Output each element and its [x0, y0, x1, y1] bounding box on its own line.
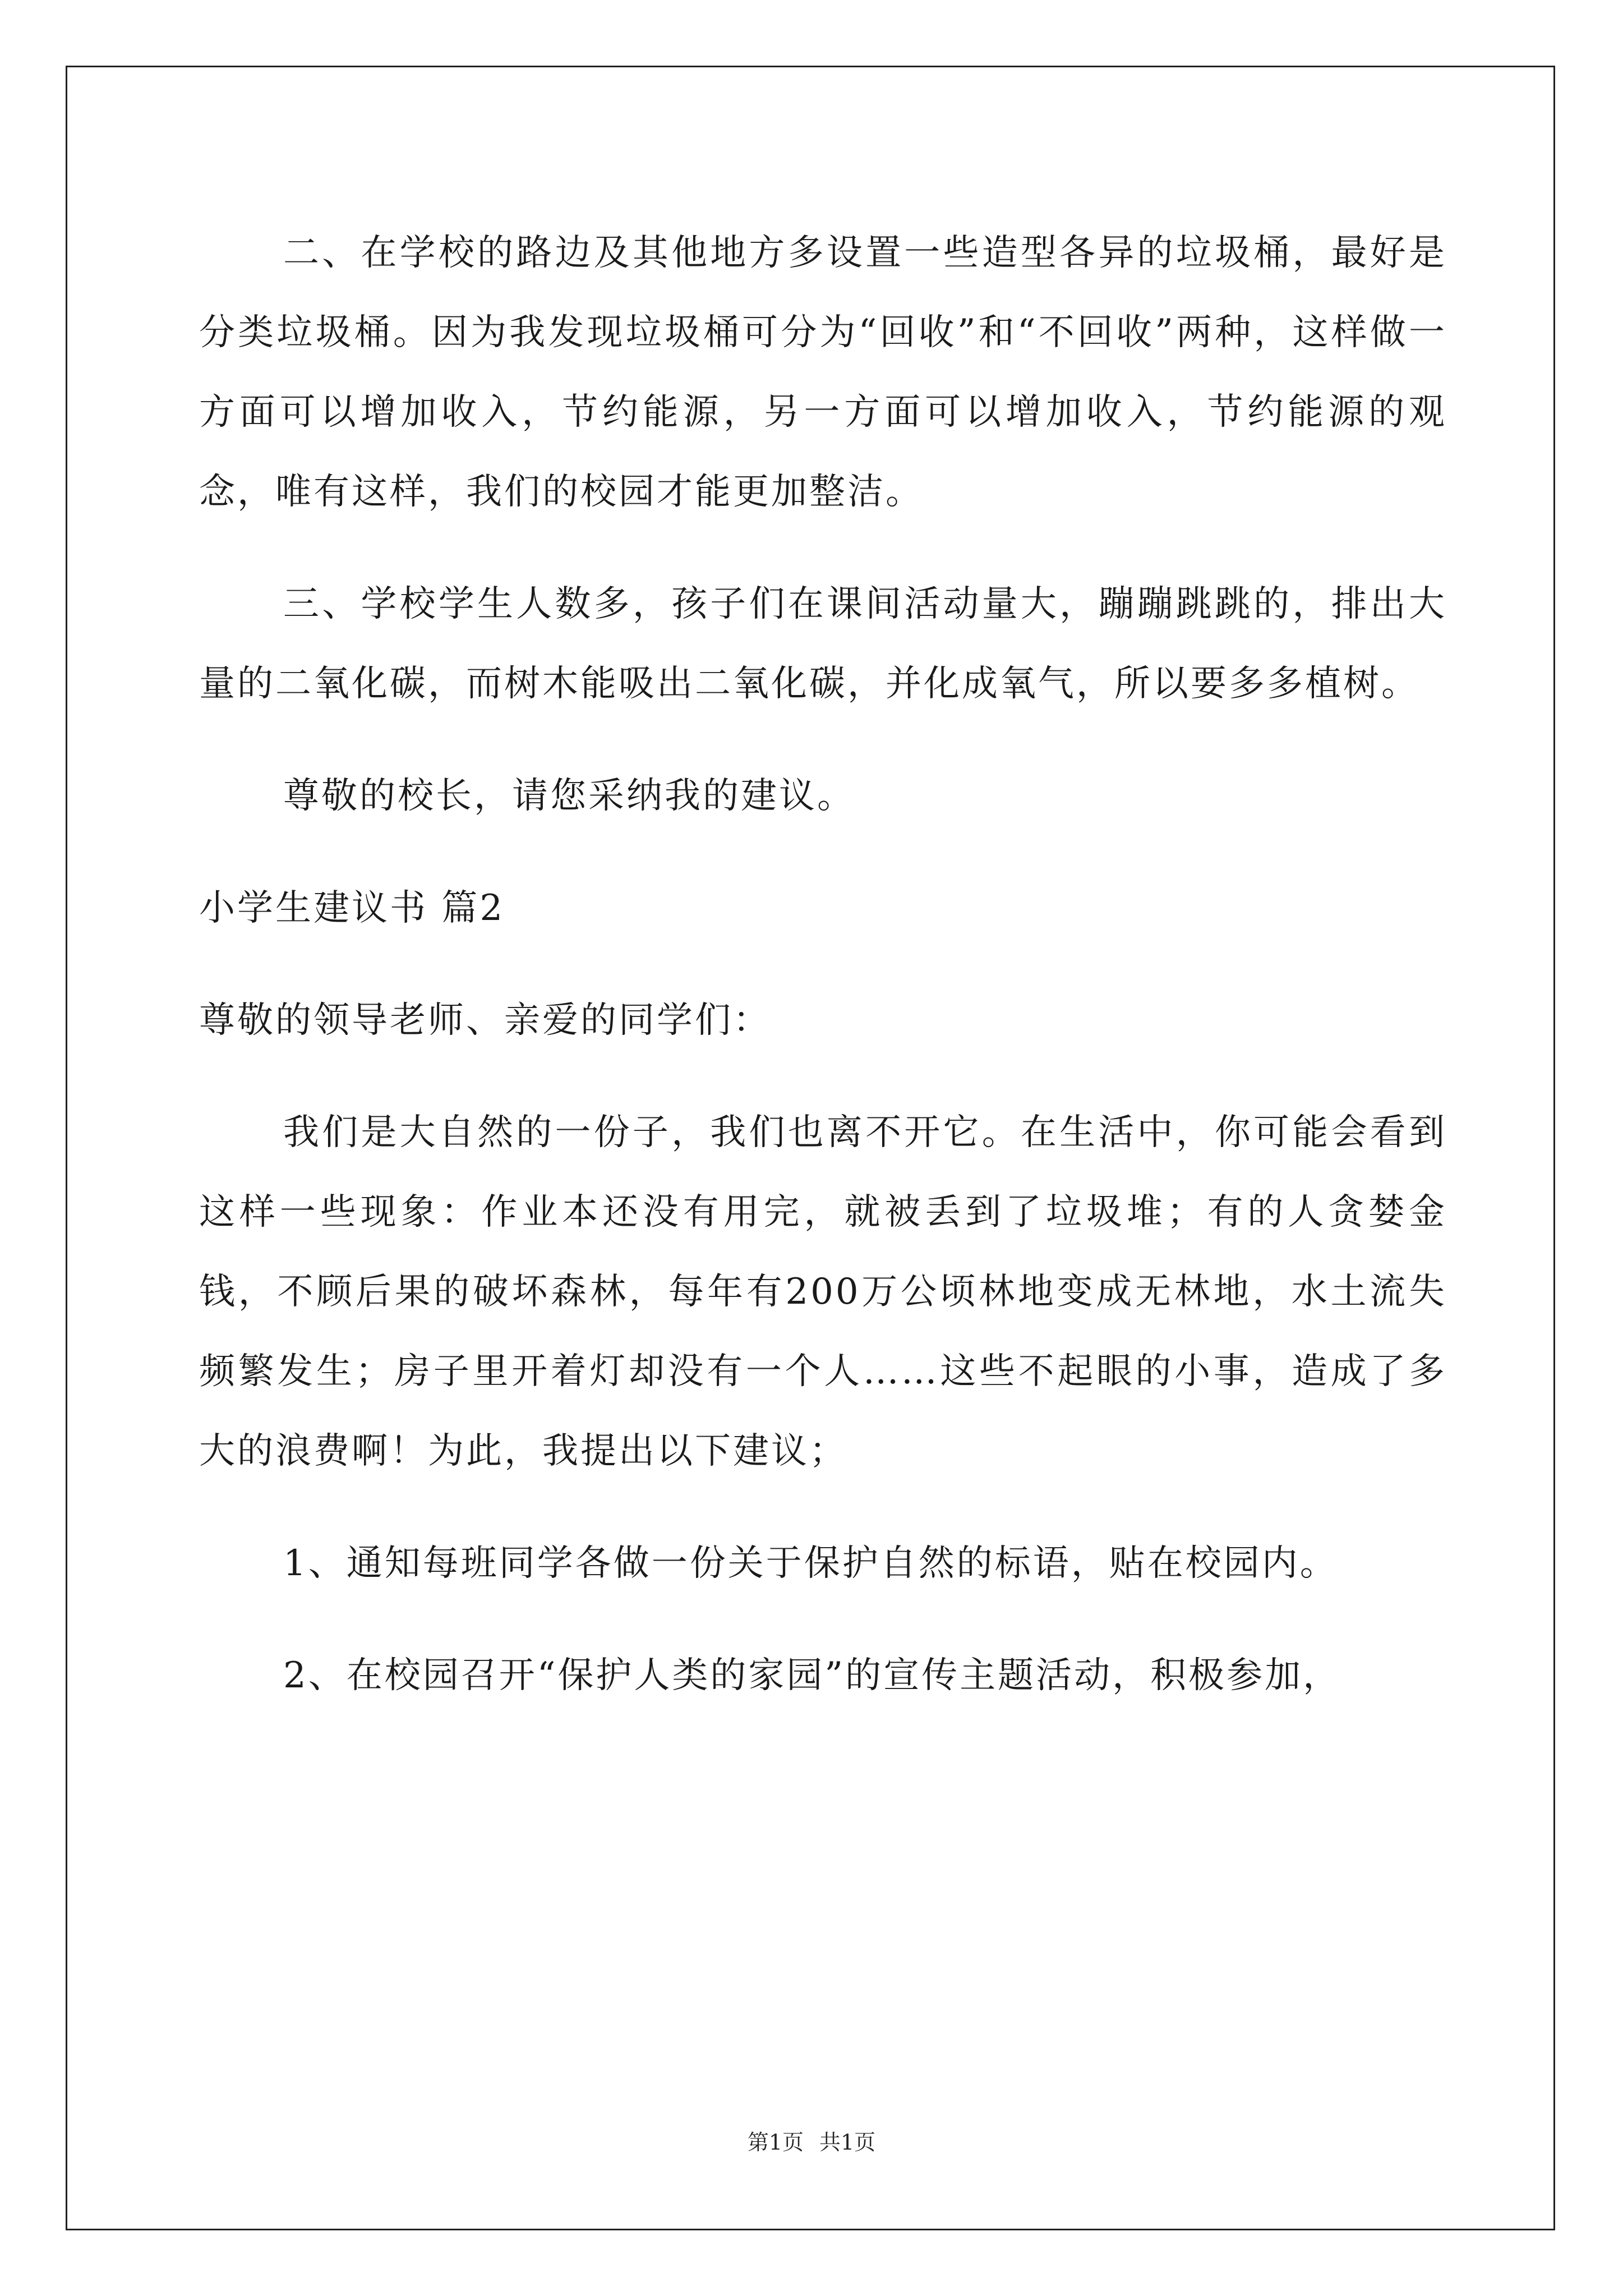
- paragraph-item-1: 1、通知每班同学各做一份关于保护自然的标语，贴在校园内。: [283, 1543, 1338, 1584]
- page-number: 第1页: [747, 2130, 804, 2155]
- paragraph-suggestion-3: 三、学校学生人数多，孩子们在课间活动量大，蹦蹦跳跳的，排出大量的二氧化碳，而树木能吸出二氧化碳，并化成氧气，所以要多多植树。: [199, 583, 1447, 705]
- paragraph-closing: 尊敬的校长，请您采纳我的建议。: [283, 775, 855, 817]
- paragraph-item-2: 2、在校园召开“保护人类的家园”的宣传主题活动，积极参加，: [283, 1655, 1341, 1696]
- paragraph-intro: 我们是大自然的一份子，我们也离不开它。在生活中，你可能会看到这样一些现象：作业本还没有用完，就被丢到了垃圾堆；有的人贪婪金钱，不顾后果的破坏森林，每年有200万公顷林地变成无林地，水土流失频繁发生；房子里开着灯却没有一个人……这些不起眼的小事，造成了多大的浪费啊！为此，我提出以下建议；: [199, 1112, 1447, 1472]
- salutation: 尊敬的领导老师、亲爱的同学们：: [199, 1000, 771, 1041]
- page-total: 共1页: [819, 2130, 876, 2155]
- paragraph-suggestion-2: 二、在学校的路边及其他地方多设置一些造型各异的垃圾桶，最好是分类垃圾桶。因为我发现垃圾桶可分为“回收”和“不回收”两种，这样做一方面可以增加收入，节约能源，另一方面可以增加收入，节约能源的观念，唯有这样，我们的校园才能更加整洁。: [199, 232, 1447, 513]
- page-footer: [0, 2125, 1623, 2156]
- section-title: 小学生建议书 篇2: [199, 887, 505, 929]
- document-body: [199, 213, 1447, 1715]
